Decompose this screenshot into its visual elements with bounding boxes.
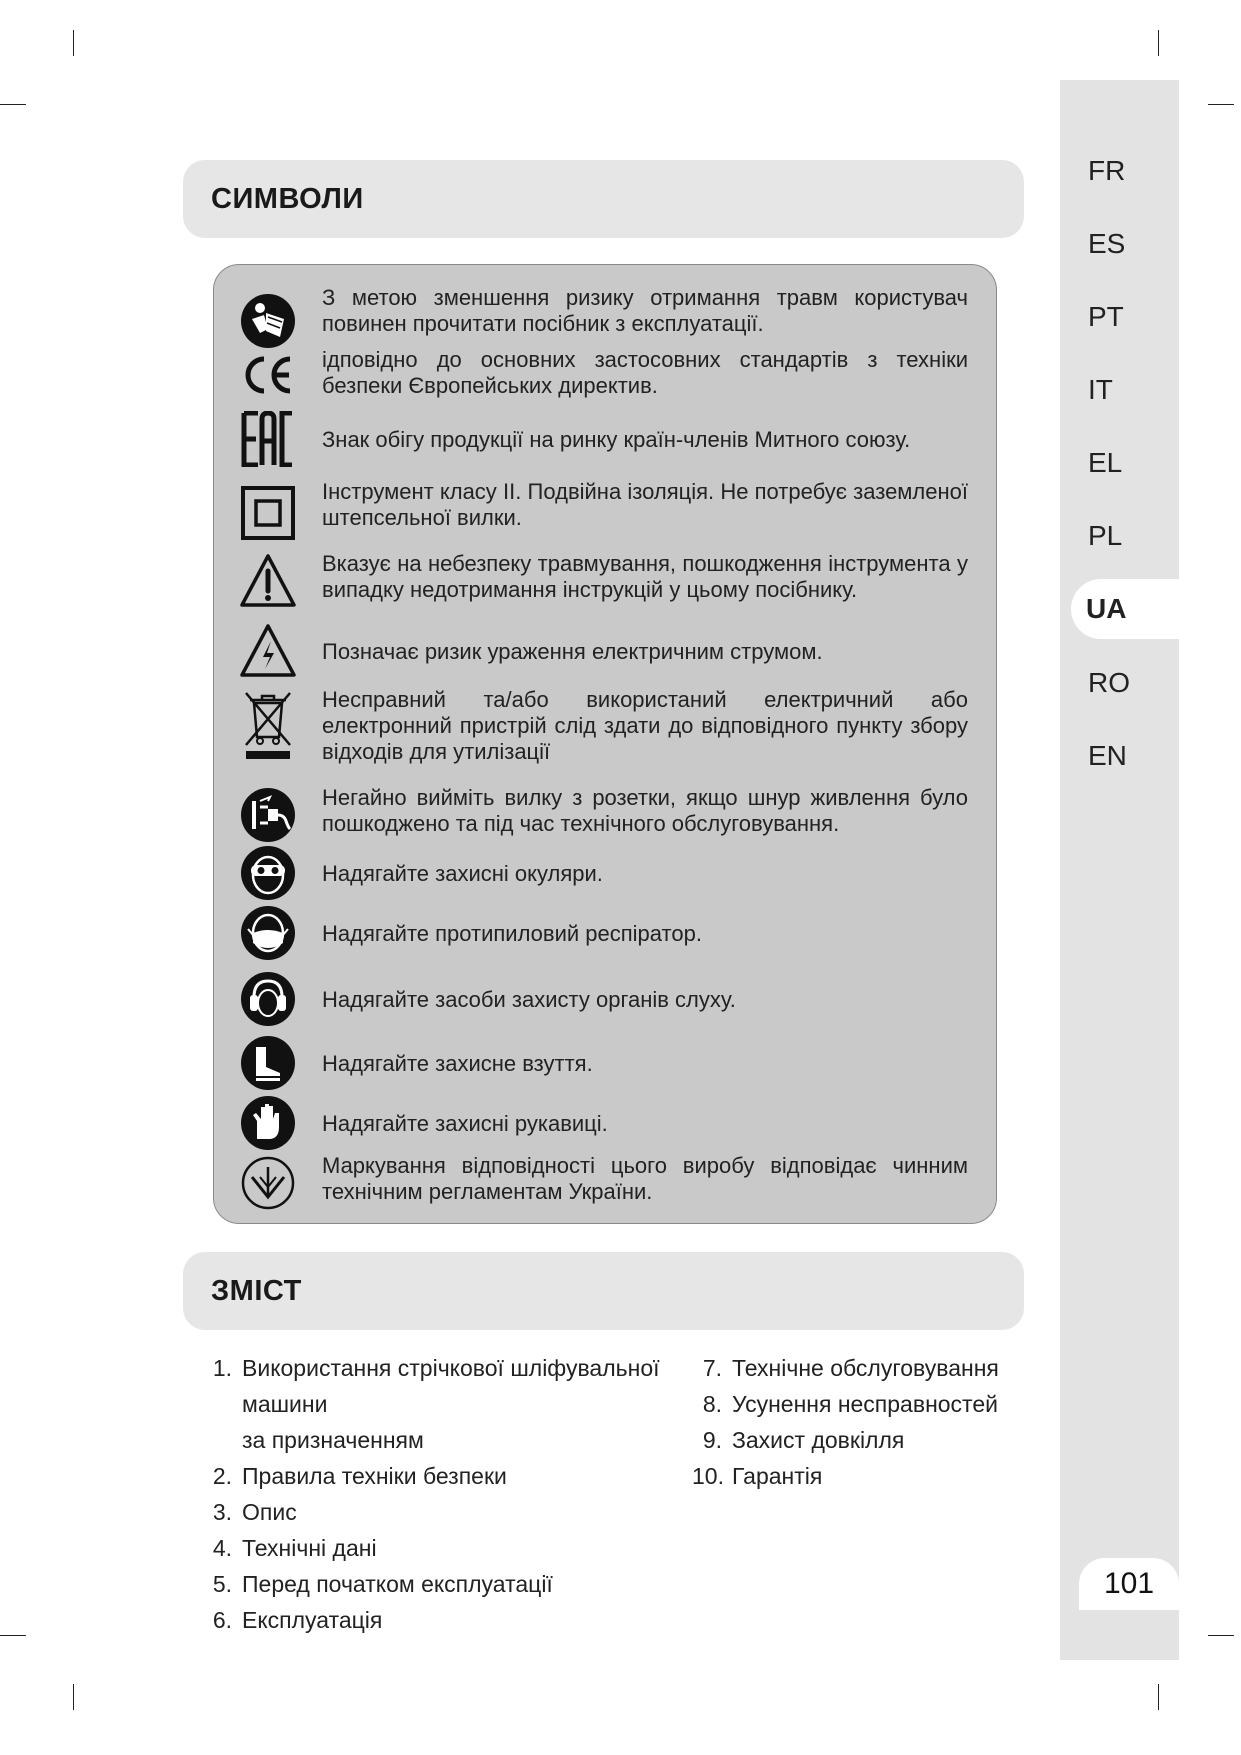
contents-item[interactable] <box>692 1458 1032 1494</box>
contents-list-left <box>202 1350 702 1638</box>
symbol-description: Позначає ризик ураження електричним струмом. <box>322 639 823 664</box>
contents-heading: ЗМІСТ <box>183 1252 1024 1330</box>
symbol-description: Надягайте захисні окуляри. <box>322 861 603 886</box>
contents-item-label: Правила техніки безпеки <box>242 1463 507 1489</box>
crop-mark <box>73 30 74 56</box>
contents-item-label: Технічні дані <box>242 1535 377 1561</box>
safety-boots-icon <box>240 1035 296 1091</box>
contents-item[interactable] <box>202 1602 702 1638</box>
unplug-icon <box>240 787 296 843</box>
lang-tab-ua[interactable]: UA <box>1071 579 1179 639</box>
eac-mark-icon <box>240 411 296 467</box>
read-manual-icon <box>240 293 296 349</box>
contents-item-label: Опис <box>242 1499 297 1525</box>
contents-item-label: за призначенням <box>242 1427 424 1453</box>
contents-item-label: Перед початком експлуатації <box>242 1571 553 1597</box>
symbol-description: Несправний та/або використаний електричний або електронний пристрій слід здати до відповідного пункту збору відходів для утилізації <box>322 687 968 764</box>
contents-item-number: 6. <box>212 1607 232 1633</box>
contents-item-label: Експлуатація <box>242 1607 383 1633</box>
symbols-heading: СИМВОЛИ <box>183 160 1024 238</box>
ear-protection-icon <box>240 971 296 1027</box>
safety-glasses-icon <box>240 845 296 901</box>
lang-tab-es[interactable]: ES <box>1088 228 1126 259</box>
symbol-description: Маркування відповідності цього виробу відповідає чинним технічним регламентам України. <box>322 1153 968 1204</box>
symbol-description: Надягайте засоби захисту органів слуху. <box>322 987 736 1012</box>
lang-tab-fr[interactable]: FR <box>1088 155 1126 186</box>
contents-item-number: 5. <box>212 1571 232 1597</box>
class-ii-insulation-icon <box>240 485 296 541</box>
lang-tab-el[interactable]: EL <box>1088 447 1123 478</box>
contents-item-label: Гарантія <box>732 1463 823 1489</box>
contents-item-number: 9. <box>702 1427 722 1453</box>
symbol-description: Негайно вийміть вилку з розетки, якщо шнур живлення було пошкоджено та під час технічного обслуговування. <box>322 785 968 836</box>
crop-mark <box>73 1684 74 1710</box>
contents-item-continuation[interactable] <box>202 1422 702 1458</box>
lang-tab-en[interactable]: EN <box>1088 740 1127 771</box>
lang-tab-it[interactable]: IT <box>1088 374 1113 405</box>
contents-item-label: Використання стрічкової шліфувальної машини <box>242 1355 660 1417</box>
crop-mark <box>1158 1684 1159 1710</box>
contents-item-number: 3. <box>212 1499 232 1525</box>
contents-item[interactable] <box>202 1530 702 1566</box>
contents-item[interactable] <box>202 1350 702 1422</box>
crop-mark <box>0 1635 26 1636</box>
contents-item[interactable] <box>202 1458 702 1494</box>
contents-item[interactable] <box>692 1422 1032 1458</box>
weee-crossed-bin-icon <box>240 689 296 761</box>
contents-item[interactable] <box>692 1350 1032 1386</box>
contents-item[interactable] <box>202 1494 702 1530</box>
contents-list-right <box>692 1350 1032 1494</box>
ukrainian-conformity-mark-icon <box>240 1155 296 1211</box>
contents-item-label: Усунення несправностей <box>732 1391 998 1417</box>
symbol-description: ідповідно до основних застосовних стандартів з техніки безпеки Європейських директив. <box>322 347 968 398</box>
dust-mask-icon <box>240 905 296 961</box>
contents-item-number: 7. <box>702 1355 722 1381</box>
symbols-table <box>213 264 997 1224</box>
symbol-description: Надягайте протипиловий респіратор. <box>322 921 702 946</box>
contents-item-number: 8. <box>702 1391 722 1417</box>
contents-item-number: 1. <box>212 1355 232 1381</box>
safety-gloves-icon <box>240 1095 296 1151</box>
contents-item-number: 4. <box>212 1535 232 1561</box>
crop-mark <box>1158 30 1159 56</box>
symbol-description: Знак обігу продукції на ринку країн-членів Митного союзу. <box>322 427 911 452</box>
contents-item[interactable] <box>202 1566 702 1602</box>
symbol-description: Інструмент класу II. Подвійна ізоляція. Не потребує заземленої штепсельної вилки. <box>322 479 968 530</box>
crop-mark <box>1208 1635 1234 1636</box>
contents-item-label: Захист довкілля <box>732 1427 905 1453</box>
electric-shock-warning-icon <box>240 623 296 679</box>
ce-mark-icon <box>240 347 296 403</box>
lang-tab-ro[interactable]: RO <box>1088 667 1130 698</box>
symbol-description: Вказує на небезпеку травмування, пошкодження інструмента у випадку недотримання інструкцій у цьому посібнику. <box>322 551 968 602</box>
symbol-description: Надягайте захисне взуття. <box>322 1051 593 1076</box>
contents-item-label: Технічне обслуговування <box>732 1355 999 1381</box>
crop-mark <box>0 104 26 105</box>
lang-tab-pt[interactable]: PT <box>1088 301 1124 332</box>
symbol-description: Надягайте захисні рукавиці. <box>322 1111 608 1136</box>
crop-mark <box>1208 104 1234 105</box>
contents-item[interactable] <box>692 1386 1032 1422</box>
contents-item-number: 10. <box>692 1463 724 1489</box>
contents-item-number: 2. <box>212 1463 232 1489</box>
page-number: 101 <box>1079 1558 1179 1610</box>
warning-triangle-icon <box>240 553 296 609</box>
symbol-description: З метою зменшення ризику отримання травм користувач повинен прочитати посібник з експлуатації. <box>322 285 968 336</box>
lang-tab-pl[interactable]: PL <box>1088 520 1123 551</box>
